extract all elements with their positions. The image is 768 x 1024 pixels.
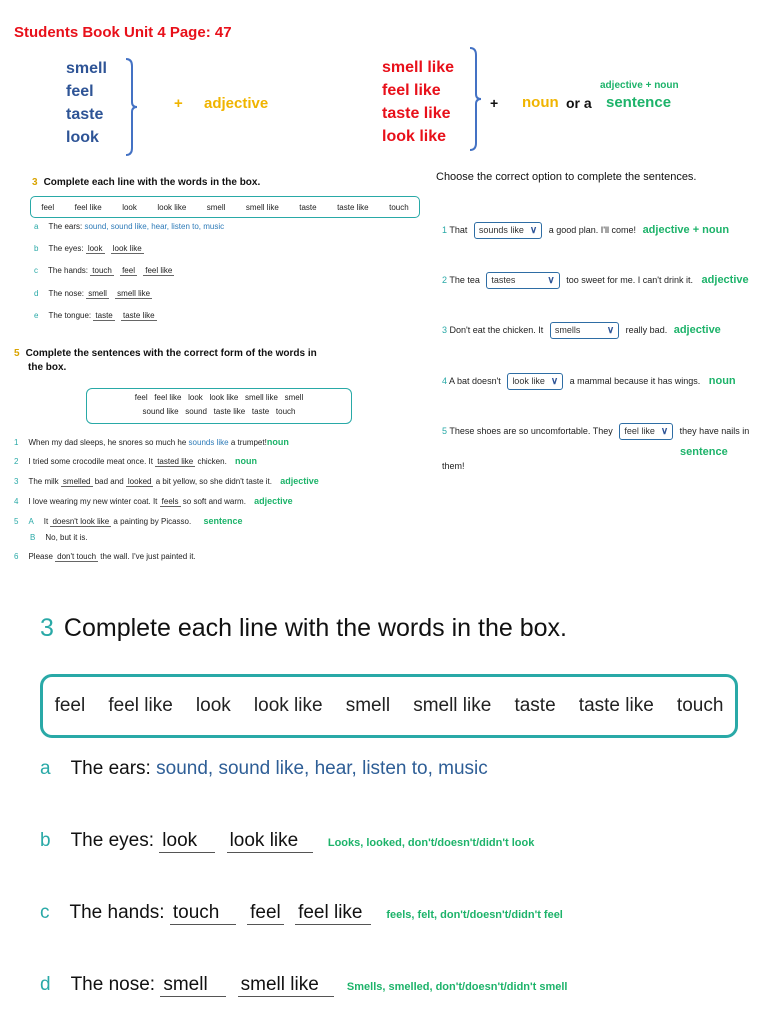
exercise-heading: Choose the correct option to complete the sentences. [436, 171, 697, 183]
item-number: 3 [442, 324, 448, 335]
sentence-text: a bit yellow, so she didn't taste it. [155, 477, 272, 486]
dropdown-value: sounds like [478, 225, 524, 235]
word-box-row: feel feel like look look like smell like smell [134, 393, 304, 402]
heading-text: Complete each line with the words in the box. [43, 177, 261, 188]
answer-blank: feel [122, 266, 135, 275]
item-number: 4 [14, 497, 19, 506]
word-box-item: look like [253, 695, 323, 716]
verb-item: look [66, 129, 99, 146]
noun-label: noun [522, 94, 559, 111]
answer-blank: don't touch [57, 552, 97, 561]
line-letter: d [34, 289, 39, 298]
sentence-text: they have nails in [679, 425, 750, 436]
answer-blank: smell like [238, 974, 334, 997]
word-box-item: taste [299, 202, 317, 212]
sentence-text: Please [28, 552, 53, 561]
form-hint: feels, felt, don't/doesn't/didn't feel [386, 909, 563, 921]
line-prefix: The nose: [70, 974, 156, 995]
dropdown-value: tastes [491, 275, 516, 285]
grammar-tag: noun [708, 374, 736, 387]
item-number: 6 [14, 552, 19, 561]
heading-text: Complete each line with the words in the box. [63, 614, 567, 642]
word-box-item: look [195, 695, 231, 716]
sentence-text: the wall. I've just painted it. [100, 552, 196, 561]
answer-blank: look [87, 244, 103, 253]
verb-item: feel [66, 83, 94, 100]
choose-item [442, 222, 729, 239]
answer-blank: tasted like [157, 457, 194, 466]
line-letter: b [40, 830, 51, 851]
verb-item: taste [66, 106, 104, 123]
line-item [40, 830, 534, 853]
word-box-item: smell like [413, 695, 492, 716]
dropdown-value: feel like [624, 426, 655, 436]
option-dropdown[interactable] [507, 373, 563, 390]
sentence-text: These shoes are so uncomfortable. They [449, 425, 613, 436]
word-box-item: feel [41, 202, 55, 212]
sentence-item [14, 496, 293, 507]
dropdown-value: look like [512, 376, 545, 386]
line-letter: a [34, 222, 39, 231]
grammar-tag: adjective + noun [642, 223, 730, 236]
chevron-down-icon: ∨ [660, 426, 669, 437]
answer-text: sound, sound like, hear, listen to, music [84, 222, 225, 231]
choose-item [442, 322, 721, 339]
word-box-item: smell [345, 695, 391, 716]
word-box [30, 196, 420, 218]
form-hint: Smells, smelled, don't/doesn't/didn't smell [346, 981, 568, 993]
sentence-text: I tried some crocodile meat once. It [28, 457, 153, 466]
sentence-text: chicken. [197, 457, 227, 466]
word-box-item: feel [54, 695, 86, 716]
answer-blank: look like [112, 244, 142, 253]
line-letter: a [40, 758, 51, 779]
sentence-text: so soft and warm. [182, 497, 246, 506]
exercise-heading [14, 348, 317, 359]
line-prefix: The nose: [48, 289, 85, 298]
answer-text: sounds like [188, 438, 229, 447]
chevron-down-icon: ∨ [529, 225, 538, 236]
exercise-number: 3 [40, 614, 54, 642]
answer-blank: feel [247, 902, 284, 925]
exercise-heading [32, 177, 260, 188]
sentence-item [30, 533, 88, 542]
choose-item [442, 373, 736, 390]
line-letter: d [40, 974, 51, 995]
adjective-label: adjective [204, 95, 269, 112]
sentence-text: Don't eat the chicken. It [449, 324, 544, 335]
option-dropdown[interactable] [550, 322, 619, 339]
grammar-tag: noun [266, 437, 289, 447]
answer-blank: touch [92, 266, 112, 275]
plus-sign: + [174, 95, 183, 112]
verb-like-item: look like [382, 128, 447, 145]
answer-blank: taste like [122, 311, 155, 320]
word-box-item: touch [676, 695, 724, 716]
line-letter: c [40, 902, 50, 923]
word-box [40, 674, 738, 738]
answer-blank: smell like [117, 289, 151, 298]
chevron-down-icon: ∨ [550, 376, 559, 387]
word-box-item: look like [157, 202, 187, 212]
right-brace-icon [124, 58, 138, 156]
line-item [40, 758, 488, 780]
verb-like-item: taste like [382, 105, 451, 122]
sentence-item [14, 552, 196, 562]
exercise-heading [40, 614, 567, 643]
sentence-text: No, but it is. [45, 533, 88, 542]
sentence-text: When my dad sleeps, he snores so much he [28, 438, 187, 447]
grammar-tag: adjective [280, 476, 319, 486]
heading-text: Complete the sentences with the correct form of the words in [25, 348, 317, 359]
plus-sign: + [490, 95, 499, 111]
answer-blank: smell [160, 974, 226, 997]
sentence-text: I love wearing my new winter coat. It [28, 497, 158, 506]
word-box-item: taste like [578, 695, 654, 716]
item-number: 2 [442, 274, 448, 285]
word-box-item: feel like [74, 202, 102, 212]
grammar-tag: noun [235, 456, 258, 466]
verb-like-item: smell like [382, 59, 455, 76]
line-item [34, 311, 157, 321]
sentence-text: a good plan. I'll come! [548, 224, 637, 235]
line-item [34, 244, 144, 254]
sentence-text: That [449, 224, 468, 235]
item-number: 3 [14, 477, 19, 486]
right-brace-icon [468, 47, 482, 151]
answer-text: sound, sound like, hear, listen to, music [156, 758, 488, 779]
word-box-item: taste [514, 695, 556, 716]
answer-blank: doesn't look like [52, 517, 110, 526]
grammar-tag: sentence [680, 446, 728, 458]
sentence-item [14, 516, 242, 527]
sentence-text: It [43, 517, 49, 526]
line-letter: e [34, 311, 39, 320]
answer-blank: smell [88, 289, 107, 298]
choose-item [442, 272, 749, 289]
line-item [34, 222, 224, 231]
answer-blank: look [159, 830, 215, 853]
answer-blank: touch [170, 902, 236, 925]
word-box-item: smell like [245, 202, 279, 212]
item-number: 2 [14, 457, 19, 466]
line-prefix: The tongue: [48, 311, 92, 320]
sentence-text: too sweet for me. I can't drink it. [566, 274, 694, 285]
word-box-item: touch [389, 202, 409, 212]
item-number: 1 [442, 224, 448, 235]
answer-blank: taste [95, 311, 113, 320]
sentence-item [14, 476, 319, 487]
grammar-tag: adjective [254, 496, 293, 506]
verb-like-item: feel like [382, 82, 441, 99]
word-box-item: feel like [108, 695, 173, 716]
sentence-item [14, 456, 257, 467]
line-item [40, 902, 563, 925]
annotation: adjective + noun [600, 80, 679, 91]
verb-item: smell [66, 60, 107, 77]
line-item [40, 974, 567, 997]
page-title: Students Book Unit 4 Page: 47 [14, 24, 232, 41]
sentence-text: The milk [28, 477, 59, 486]
item-number: 5 [14, 517, 19, 526]
answer-blank: looked [127, 477, 152, 486]
option-dropdown[interactable] [619, 423, 673, 440]
answer-blank: smelled [62, 477, 91, 486]
line-item [34, 266, 174, 276]
word-box-item: taste like [337, 202, 369, 212]
sentence-text: a mammal because it has wings. [569, 375, 701, 386]
grammar-tag: sentence [203, 516, 243, 526]
sentence-item [14, 437, 289, 447]
chevron-down-icon: ∨ [547, 275, 555, 286]
line-prefix: The hands: [48, 266, 89, 275]
sentence-text: really bad. [625, 324, 668, 335]
item-number: 1 [14, 438, 19, 447]
line-prefix: The hands: [69, 902, 165, 923]
line-prefix: The ears: [70, 758, 151, 779]
grammar-tag: adjective [701, 273, 749, 286]
sentence-label: sentence [606, 94, 672, 111]
option-dropdown[interactable] [474, 222, 542, 239]
line-prefix: The eyes: [48, 244, 84, 253]
sentence-text: A bat doesn't [449, 375, 501, 386]
item-number: 5 [442, 425, 448, 436]
exercise-number: 5 [14, 348, 20, 359]
heading-text-line2: the box. [28, 362, 67, 373]
or-a-label: or a [566, 95, 592, 111]
line-prefix: The eyes: [70, 830, 155, 851]
answer-blank: feels [161, 497, 179, 506]
sentence-text: bad and [94, 477, 124, 486]
exercise-number: 3 [32, 177, 38, 188]
answer-blank: feel like [145, 266, 173, 275]
form-hint: Looks, looked, don't/doesn't/didn't look [327, 837, 535, 849]
line-item [34, 289, 152, 299]
speaker-letter: A [28, 517, 34, 526]
item-number: 4 [442, 375, 448, 386]
word-box-item: look [122, 202, 137, 212]
option-dropdown[interactable] [486, 272, 559, 289]
answer-blank: look like [227, 830, 313, 853]
line-prefix: The ears: [48, 222, 83, 231]
word-box-row: sound like sound taste like taste touch [142, 407, 296, 416]
speaker-letter: B [30, 533, 36, 542]
line-letter: b [34, 244, 39, 253]
choose-item [442, 423, 749, 440]
sentence-text: The tea [449, 274, 480, 285]
word-box [86, 388, 352, 424]
line-letter: c [34, 266, 38, 275]
answer-blank: feel like [295, 902, 371, 925]
word-box-item: smell [206, 202, 226, 212]
sentence-text: them! [442, 461, 465, 471]
grammar-tag: adjective [673, 323, 721, 336]
sentence-text: a trumpet! [230, 438, 267, 447]
chevron-down-icon: ∨ [606, 325, 615, 336]
dropdown-value: smells [554, 325, 581, 335]
sentence-text: a painting by Picasso. [113, 517, 192, 526]
